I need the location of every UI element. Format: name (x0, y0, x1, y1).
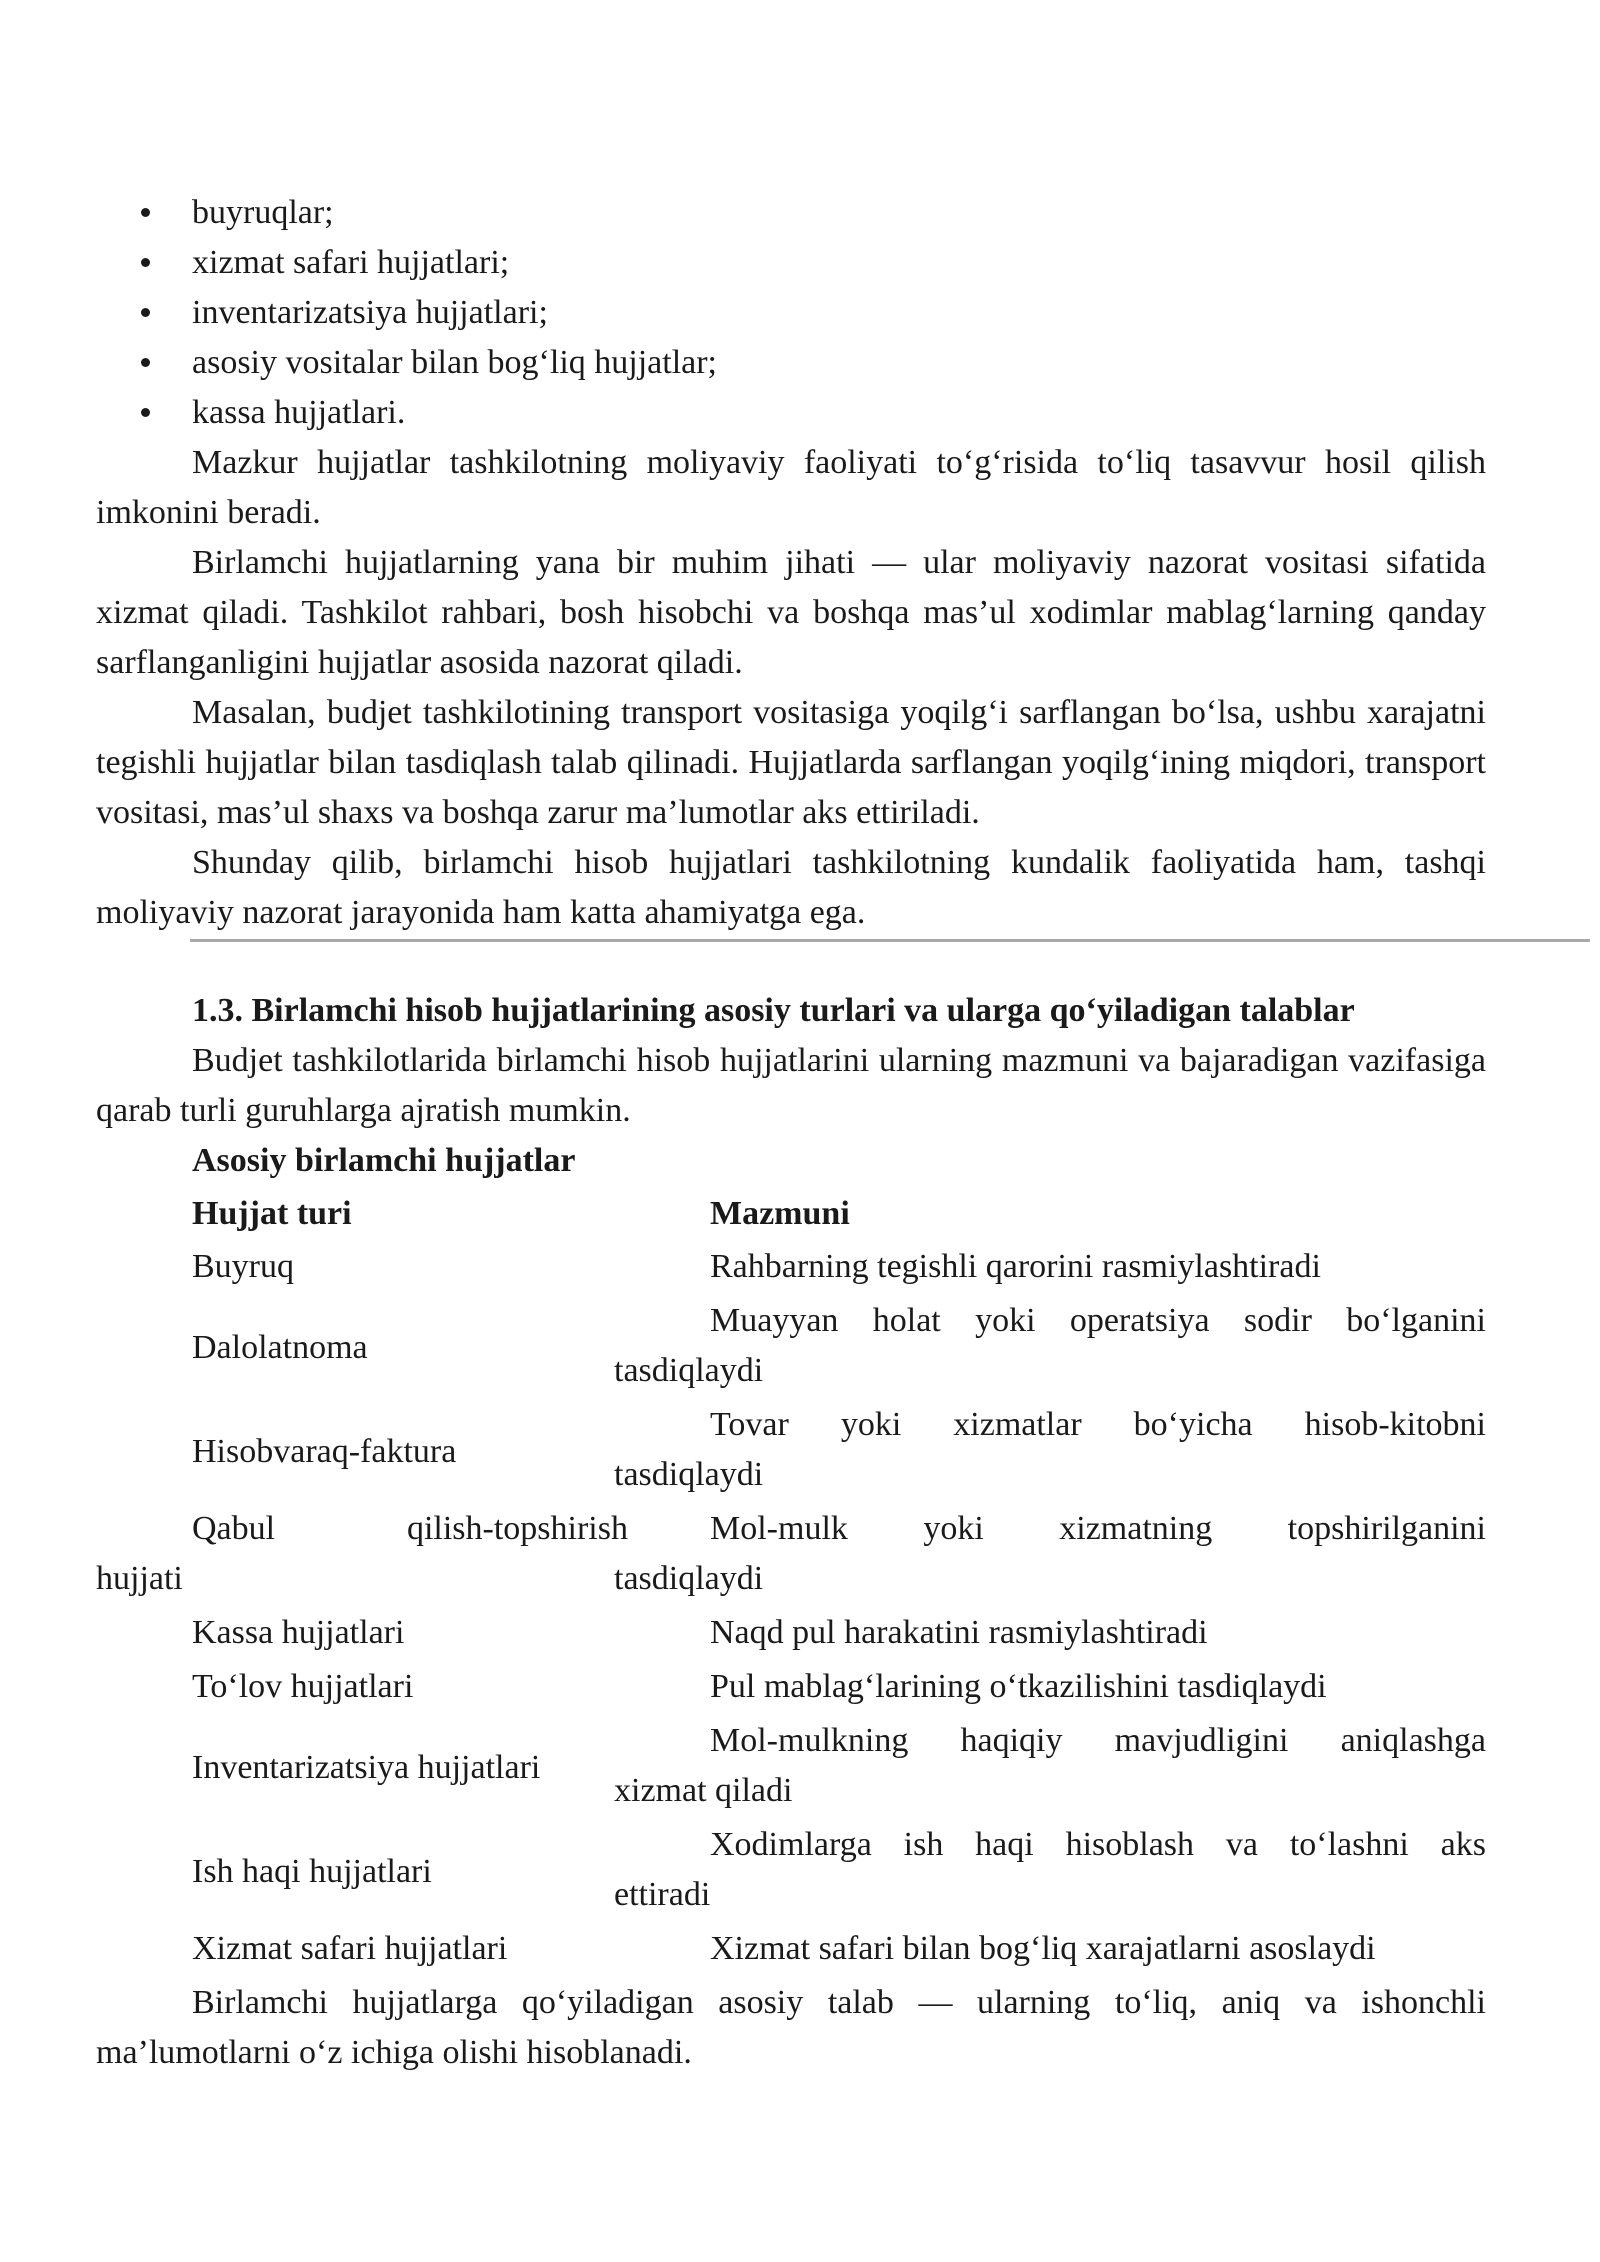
cell-content (614, 1716, 1486, 1820)
cell-content-line: Muayyan holat yoki operatsiya sodir bo‘lganini (710, 1302, 1486, 1339)
cell-type-line: hujjati (96, 1560, 183, 1597)
list-item-text: xizmat safari hujjatlari; (192, 244, 510, 281)
section-intro: Budjet tashkilotlarida birlamchi hisob hujjatlarini ularning mazmuni va bajaradigan vazifasiga qarab turli guruhlarga ajratish mumkin. (96, 1042, 1486, 1129)
table-row (96, 1662, 1486, 1716)
list-item (96, 338, 1486, 388)
cell-content-line: Tovar yoki xizmatlar bo‘yicha hisob-kitobni (710, 1406, 1486, 1443)
cell-content (614, 1820, 1486, 1924)
bullet-icon (141, 258, 150, 267)
cell-type: Inventarizatsiya hujjatlari (192, 1749, 541, 1786)
cell-type: Ish haqi hujjatlari (192, 1853, 432, 1890)
list-item (96, 238, 1486, 288)
cell-content-line: Xodimlarga ish haqi hisoblash va to‘lashni aks (710, 1826, 1486, 1863)
cell-content-line: tasdiqlaydi (614, 1352, 764, 1389)
cell-type-word: qilish-topshirish (406, 1510, 628, 1547)
column-header-type: Hujjat turi (192, 1195, 352, 1232)
table-caption: Asosiy birlamchi hujjatlar (192, 1142, 576, 1179)
table-row (96, 1242, 1486, 1296)
cell-content-line: ettiradi (614, 1876, 711, 1913)
list-item (96, 388, 1486, 438)
cell-content-line: tasdiqlaydi (614, 1560, 764, 1597)
cell-type: Dalolatnoma (192, 1329, 368, 1366)
document-upper (96, 188, 1486, 938)
closing-paragraph: Birlamchi hujjatlarga qo‘yiladigan asosiy talab — ularning to‘liq, aniq va ishonchli ma’lumotlarni o‘z ichiga olishi hisoblanadi. (96, 1984, 1486, 2071)
list-item (96, 188, 1486, 238)
list-item-text: asosiy vositalar bilan bog‘liq hujjatlar; (192, 344, 718, 381)
cell-type: To‘lov hujjatlari (192, 1668, 414, 1705)
section-heading: 1.3. Birlamchi hisob hujjatlarining asosiy turlari va ularga qo‘yiladigan talablar (192, 992, 1355, 1029)
cell-content: Naqd pul harakatini rasmiylashtiradi (710, 1614, 1208, 1651)
cell-content (614, 1400, 1486, 1504)
paragraph: Shunday qilib, birlamchi hisob hujjatlari tashkilotning kundalik faoliyatida ham, tashqi moliyaviy nazorat jarayonida ham katta ahamiyatga ega. (96, 844, 1486, 931)
bullet-icon (141, 408, 150, 417)
table-row (96, 1504, 1486, 1608)
cell-content: Pul mablag‘larining o‘tkazilishini tasdiqlaydi (710, 1668, 1327, 1705)
cell-content-line: xizmat qiladi (614, 1772, 793, 1809)
bullet-icon (141, 308, 150, 317)
paragraph: Mazkur hujjatlar tashkilotning moliyaviy faoliyati to‘g‘risida to‘liq tasavvur hosil qilish imkonini beradi. (96, 444, 1486, 531)
table-row (96, 1608, 1486, 1662)
paragraph: Birlamchi hujjatlarning yana bir muhim jihati — ular moliyaviy nazorat vositasi sifatida xizmat qiladi. Tashkilot rahbari, bosh hisobchi va boshqa mas’ul xodimlar mablag‘larning qanday sarflanganligini hujjatlar asosida nazorat qiladi. (96, 544, 1486, 681)
cell-type: Xizmat safari hujjatlari (192, 1930, 508, 1967)
bullet-icon (141, 358, 150, 367)
cell-type: Kassa hujjatlari (192, 1614, 405, 1651)
list-item (96, 288, 1486, 338)
table-row (96, 1400, 1486, 1504)
table-row (96, 1924, 1486, 1978)
bullet-icon (141, 208, 150, 217)
list-item-text: inventarizatsiya hujjatlari; (192, 294, 548, 331)
cell-type-word: Qabul (192, 1510, 276, 1547)
cell-content-line: Mol-mulk yoki xizmatning topshirilganini (710, 1510, 1486, 1547)
cell-content: Xizmat safari bilan bog‘liq xarajatlarni asoslaydi (710, 1930, 1376, 1967)
table-row (96, 1820, 1486, 1924)
table-row (96, 1296, 1486, 1400)
cell-content: Rahbarning tegishli qarorini rasmiylashtiradi (710, 1248, 1321, 1285)
list-item-text: buyruqlar; (192, 194, 334, 231)
list-item-text: kassa hujjatlari. (192, 394, 406, 431)
cell-content (614, 1296, 1486, 1400)
document-lower (96, 986, 1486, 2078)
cell-type (192, 1504, 628, 1554)
cell-type: Hisobvaraq-faktura (192, 1433, 457, 1470)
cell-content-line: Mol-mulkning haqiqiy mavjudligini aniqlashga (710, 1722, 1486, 1759)
cell-type: Buyruq (192, 1248, 294, 1285)
table-header (96, 1186, 1486, 1242)
cell-content-line: tasdiqlaydi (614, 1456, 764, 1493)
table-row (96, 1716, 1486, 1820)
column-header-content: Mazmuni (710, 1195, 850, 1232)
bullet-list (96, 188, 1486, 438)
section-divider (190, 939, 1590, 942)
paragraph: Masalan, budjet tashkilotining transport vositasiga yoqilg‘i sarflangan bo‘lsa, ushbu xarajatni tegishli hujjatlar bilan tasdiqlash talab qilinadi. Hujjatlarda sarflangan yoqilg‘ining miqdori, transport vositasi, mas’ul shaxs va boshqa zarur ma’lumotlar aks ettiriladi. (96, 694, 1486, 831)
